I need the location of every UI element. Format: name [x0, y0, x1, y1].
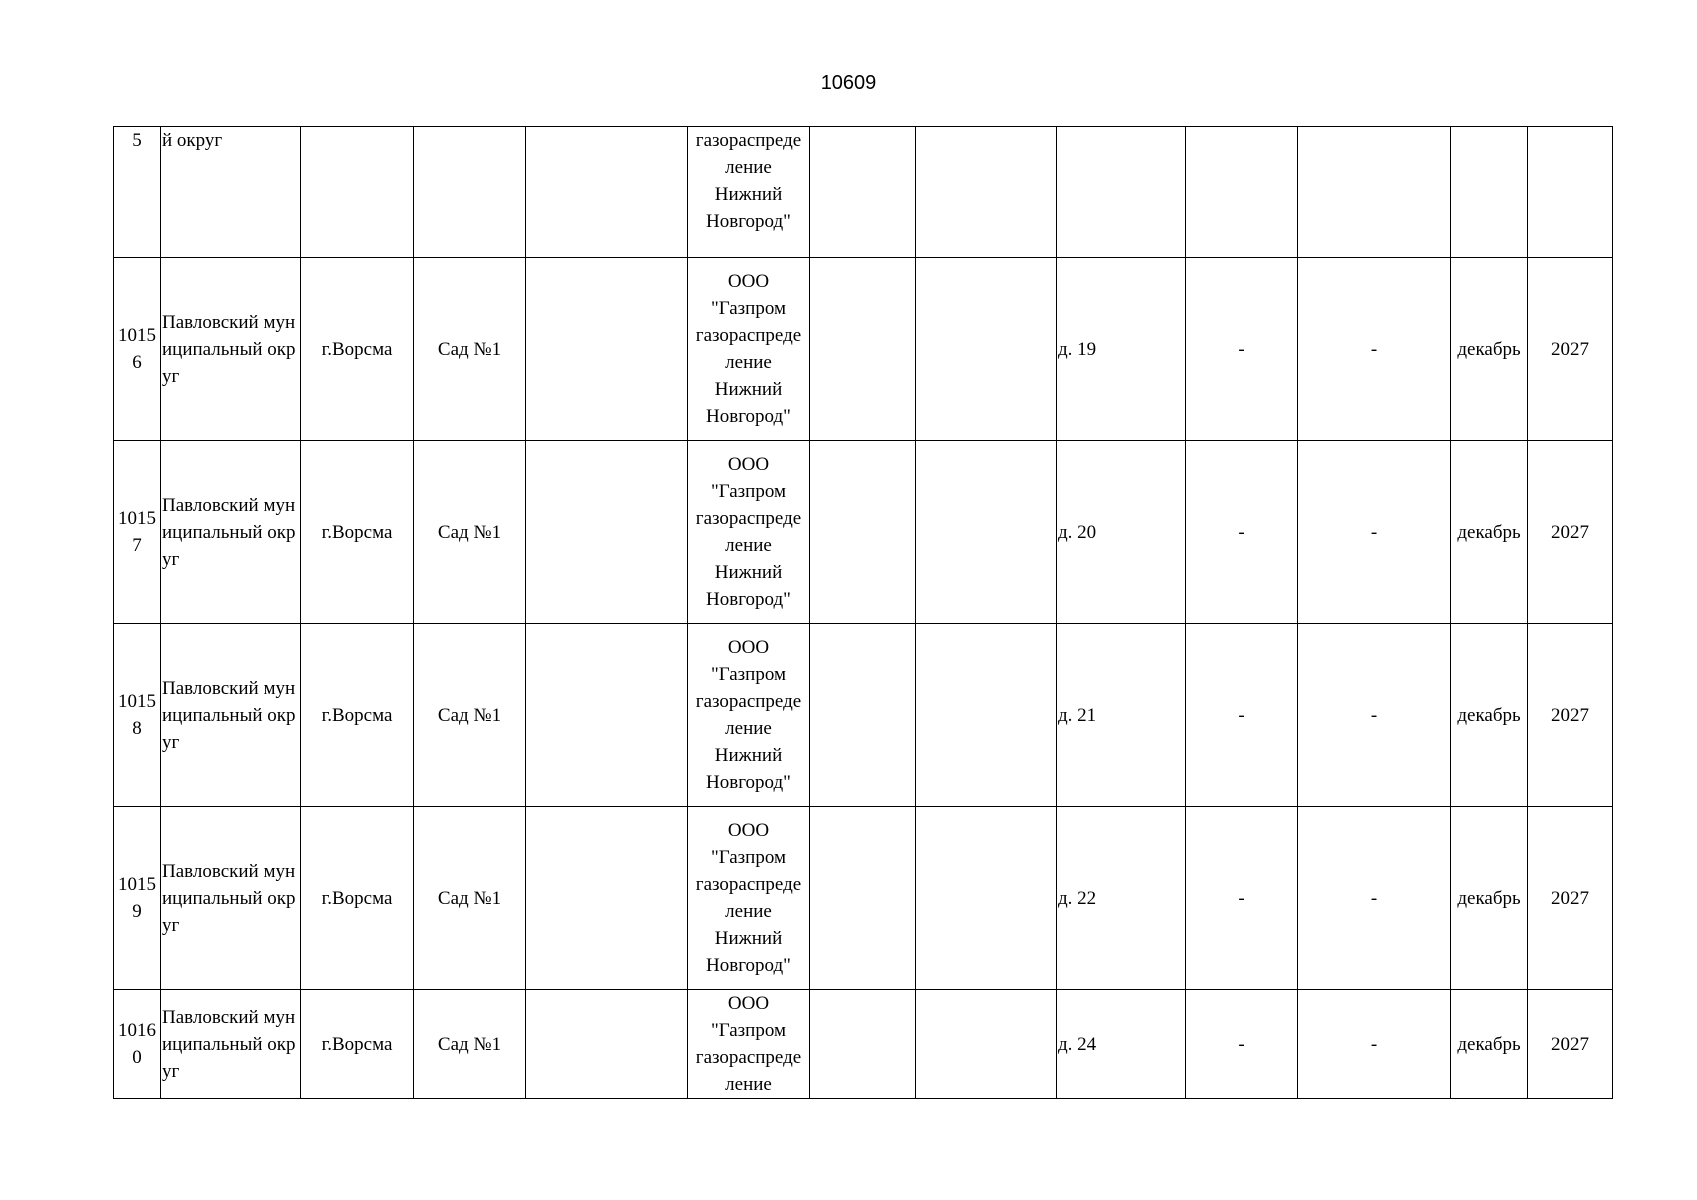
street-cell: Сад №1	[414, 807, 526, 990]
organization-line: Нижний	[714, 562, 783, 583]
street-cell: Сад №1	[414, 624, 526, 807]
organization-line: ление	[725, 352, 772, 373]
dash-cell	[1298, 127, 1451, 258]
organization-line: Нижний	[714, 745, 783, 766]
empty-cell	[810, 807, 916, 990]
district-cell: й округ	[161, 127, 301, 258]
organization-line: "Газпром	[710, 298, 787, 319]
organization-line: "Газпром	[710, 481, 787, 502]
empty-cell	[810, 990, 916, 1099]
year-cell: 2027	[1528, 258, 1613, 441]
empty-cell	[810, 127, 916, 258]
house-cell: д. 19	[1057, 258, 1186, 441]
empty-cell	[526, 441, 688, 624]
dash-cell: -	[1298, 990, 1451, 1099]
dash-cell: -	[1186, 807, 1298, 990]
district-cell: Павловский муниципальный округ	[161, 807, 301, 990]
empty-cell	[810, 624, 916, 807]
row-number-cell: 10159	[114, 807, 161, 990]
organization-cell	[688, 441, 810, 624]
year-cell: 2027	[1528, 441, 1613, 624]
organization-line: газораспреде	[695, 325, 802, 346]
row-number-cell: 10156	[114, 258, 161, 441]
month-cell: декабрь	[1451, 441, 1528, 624]
month-cell	[1451, 127, 1528, 258]
district-cell: Павловский муниципальный округ	[161, 441, 301, 624]
street-cell: Сад №1	[414, 441, 526, 624]
house-cell: д. 22	[1057, 807, 1186, 990]
year-cell: 2027	[1528, 990, 1613, 1099]
dash-cell: -	[1186, 441, 1298, 624]
organization-line: "Газпром	[710, 847, 787, 868]
organization-line: ООО	[727, 271, 770, 292]
empty-cell	[916, 441, 1057, 624]
year-cell: 2027	[1528, 807, 1613, 990]
table-row	[114, 624, 1613, 807]
row-number-cell: 10157	[114, 441, 161, 624]
dash-cell: -	[1298, 807, 1451, 990]
dash-cell	[1186, 127, 1298, 258]
district-cell: Павловский муниципальный округ	[161, 624, 301, 807]
row-number-cell: 10160	[114, 990, 161, 1099]
empty-cell	[526, 127, 688, 258]
town-cell: г.Ворсма	[301, 441, 414, 624]
organization-line: ление	[725, 718, 772, 739]
page-number: 10609	[820, 72, 877, 94]
organization-line: ООО	[727, 820, 770, 841]
district-cell: Павловский муниципальный округ	[161, 990, 301, 1099]
organization-line: Новгород"	[706, 589, 791, 610]
table-body	[114, 127, 1613, 1099]
organization-cell	[688, 127, 810, 258]
street-cell	[414, 127, 526, 258]
organization-line: ление	[725, 901, 772, 922]
organization-line: "Газпром	[710, 1020, 787, 1041]
empty-cell	[916, 990, 1057, 1099]
house-cell: д. 21	[1057, 624, 1186, 807]
empty-cell	[916, 807, 1057, 990]
empty-cell	[916, 258, 1057, 441]
town-cell: г.Ворсма	[301, 807, 414, 990]
year-cell	[1528, 127, 1613, 258]
organization-cell	[688, 258, 810, 441]
dash-cell: -	[1186, 258, 1298, 441]
empty-cell	[526, 624, 688, 807]
row-number-cell: 5	[114, 127, 161, 258]
month-cell: декабрь	[1451, 807, 1528, 990]
empty-cell	[526, 807, 688, 990]
street-cell: Сад №1	[414, 258, 526, 441]
year-cell: 2027	[1528, 624, 1613, 807]
organization-cell	[688, 624, 810, 807]
organization-line: ление	[725, 157, 772, 178]
row-number-cell: 10158	[114, 624, 161, 807]
dash-cell: -	[1298, 258, 1451, 441]
dash-cell: -	[1186, 624, 1298, 807]
organization-line: газораспреде	[695, 691, 802, 712]
organization-line: Новгород"	[706, 211, 791, 232]
organization-line: газораспреде	[695, 1047, 802, 1068]
town-cell: г.Ворсма	[301, 990, 414, 1099]
data-table	[113, 126, 1613, 1099]
organization-line: Нижний	[714, 184, 783, 205]
organization-cell	[688, 807, 810, 990]
table-row	[114, 127, 1613, 258]
organization-line: Новгород"	[706, 955, 791, 976]
empty-cell	[810, 441, 916, 624]
organization-line: ООО	[727, 993, 770, 1014]
table-row	[114, 441, 1613, 624]
dash-cell: -	[1298, 624, 1451, 807]
organization-line: Новгород"	[706, 772, 791, 793]
month-cell: декабрь	[1451, 624, 1528, 807]
organization-cell	[688, 990, 810, 1099]
organization-line: газораспреде	[695, 130, 802, 151]
organization-line: ление	[725, 1074, 772, 1095]
dash-cell: -	[1186, 990, 1298, 1099]
organization-line: "Газпром	[710, 664, 787, 685]
house-cell: д. 20	[1057, 441, 1186, 624]
dash-cell: -	[1298, 441, 1451, 624]
organization-line: Новгород"	[706, 406, 791, 427]
organization-line: ООО	[727, 637, 770, 658]
town-cell	[301, 127, 414, 258]
table-row	[114, 990, 1613, 1099]
organization-line: Нижний	[714, 379, 783, 400]
town-cell: г.Ворсма	[301, 624, 414, 807]
empty-cell	[810, 258, 916, 441]
table-row	[114, 258, 1613, 441]
empty-cell	[916, 624, 1057, 807]
town-cell: г.Ворсма	[301, 258, 414, 441]
organization-line: газораспреде	[695, 874, 802, 895]
street-cell: Сад №1	[414, 990, 526, 1099]
organization-line: ление	[725, 535, 772, 556]
empty-cell	[526, 258, 688, 441]
month-cell: декабрь	[1451, 990, 1528, 1099]
house-cell: д. 24	[1057, 990, 1186, 1099]
organization-line: Нижний	[714, 928, 783, 949]
table-row	[114, 807, 1613, 990]
organization-line: газораспреде	[695, 508, 802, 529]
district-cell: Павловский муниципальный округ	[161, 258, 301, 441]
empty-cell	[526, 990, 688, 1099]
empty-cell	[916, 127, 1057, 258]
organization-line: ООО	[727, 454, 770, 475]
month-cell: декабрь	[1451, 258, 1528, 441]
house-cell	[1057, 127, 1186, 258]
